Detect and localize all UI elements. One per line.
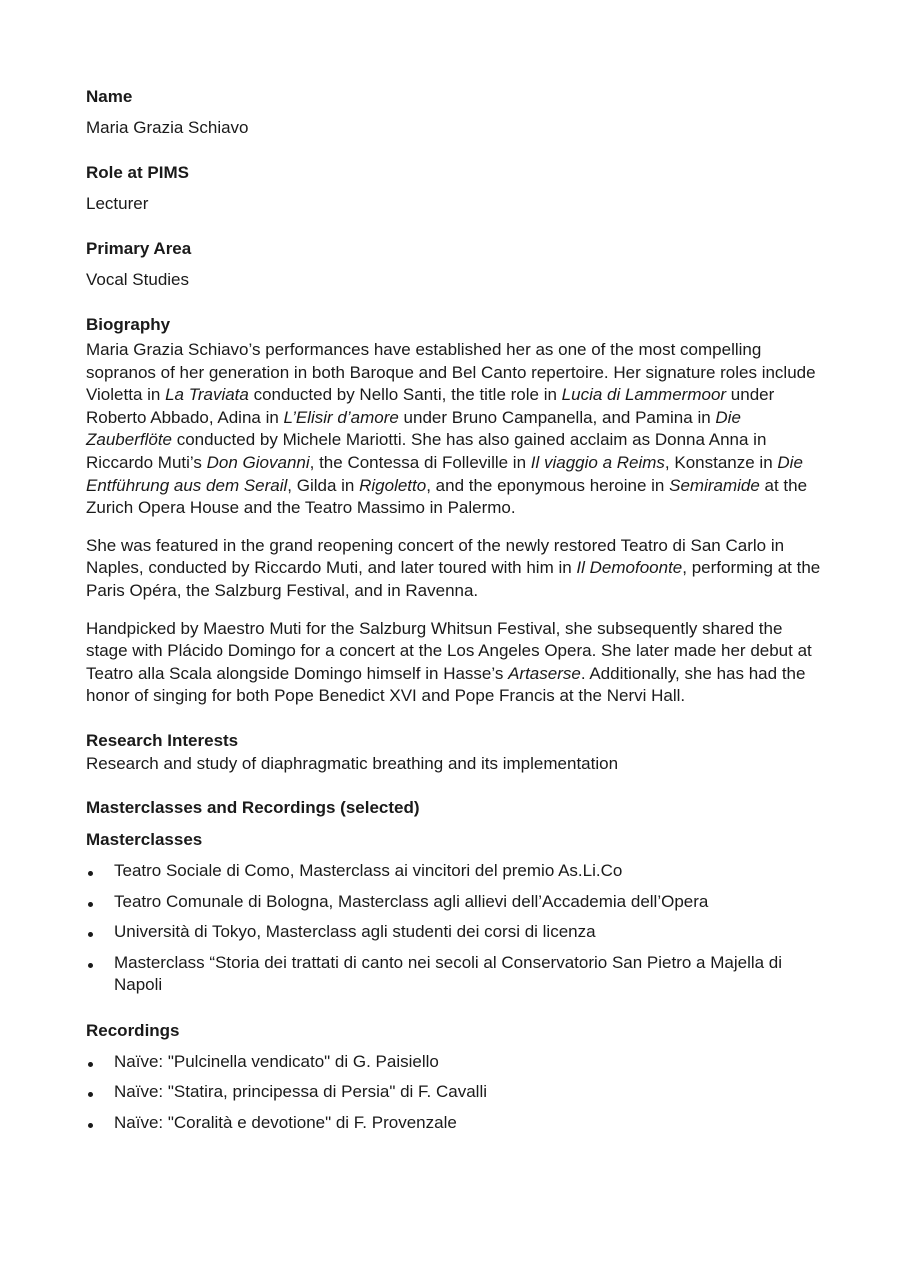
biography-text: , and the eponymous heroine in (426, 475, 670, 495)
biography-paragraph (86, 618, 826, 708)
role-value: Lecturer (86, 194, 149, 213)
biography-body (86, 339, 826, 708)
masterclasses-recordings-heading: Masterclasses and Recordings (selected) (86, 797, 420, 817)
masterclasses-heading: Masterclasses (86, 829, 203, 849)
italic-title-text: La Traviata (165, 385, 249, 405)
biography-text: conducted by Michele Mariotti. She has also gained acclaim as Donna Anna in Riccardo Muti’s (86, 430, 767, 472)
italic-title-text: Artaserse (508, 663, 581, 683)
italic-title-text: Il viaggio a Reims (530, 452, 665, 472)
research-interests-heading: Research Interests (86, 730, 239, 750)
biography-text: conducted by Nello Santi, the title role in (248, 385, 562, 405)
italic-title-text: Rigoletto (359, 475, 427, 495)
list-item: Naïve: "Pulcinella vendicato" di G. Paisiello (86, 1051, 826, 1074)
biography-text: Maria Grazia Schiavo’s performances have established her as one of the most compelling sopranos of her generation in both Baroque and Bel Canto repertoire. Her signature roles include Violetta in (86, 340, 816, 405)
biography-text: , the Contessa di Folleville in (309, 452, 531, 472)
primary-area-heading: Primary Area (86, 239, 192, 258)
italic-title-text: Lucia di Lammermoor (561, 385, 727, 405)
biography-heading: Biography (86, 315, 171, 334)
biography-text: under Bruno Campanella, and Pamina in (398, 407, 716, 427)
research-interests-value: Research and study of diaphragmatic breathing and its implementation (86, 753, 619, 773)
biography-text: Handpicked by Maestro Muti for the Salzburg Whitsun Festival, she subsequently shared the stage with Plácido Domingo for a concert at the Los Angeles Opera. She later made her debut at Teatro alla Scala alongside Domingo himself in Hasse’s (86, 618, 812, 683)
document-page (86, 86, 826, 1135)
role-heading: Role at PIMS (86, 163, 189, 182)
list-item: Università di Tokyo, Masterclass agli studenti dei corsi di licenza (86, 921, 826, 944)
italic-title-text: Die Zauberflöte (86, 407, 741, 450)
biography-text: , Gilda in (287, 475, 360, 495)
list-item: Naïve: "Statira, principessa di Persia" di F. Cavalli (86, 1081, 826, 1104)
italic-title-text: Die Entführung aus dem Serail (86, 452, 803, 495)
recordings-list (86, 1051, 826, 1135)
italic-title-text: Il Demofoonte (576, 558, 683, 578)
italic-title-text: L’Elisir d’amore (283, 407, 399, 427)
list-item: Masterclass “Storia dei trattati di canto nei secoli al Conservatorio San Pietro a Majella di Napoli (86, 952, 826, 997)
biography-text: at the Zurich Opera House and the Teatro Massimo in Palermo. (86, 475, 808, 518)
italic-title-text: Don Giovanni (206, 452, 310, 472)
recordings-heading: Recordings (86, 1020, 180, 1040)
italic-title-text: Semiramide (669, 475, 760, 495)
biography-text: She was featured in the grand reopening concert of the newly restored Teatro di San Carlo in Naples, conducted by Riccardo Muti, and later toured with him in (86, 535, 785, 578)
list-item: Naïve: "Coralità e devotione" di F. Provenzale (86, 1112, 826, 1135)
name-value: Maria Grazia Schiavo (86, 118, 249, 137)
biography-text: , Konstanze in (664, 452, 778, 472)
list-item: Teatro Comunale di Bologna, Masterclass agli allievi dell’Accademia dell’Opera (86, 891, 826, 914)
masterclasses-list (86, 860, 826, 997)
list-item: Teatro Sociale di Como, Masterclass ai vincitori del premio As.Li.Co (86, 860, 826, 883)
biography-text: under Roberto Abbado, Adina in (86, 385, 775, 427)
biography-paragraph (86, 535, 826, 603)
biography-text: . Additionally, she has had the honor of singing for both Pope Benedict XVI and Pope Francis at the Nervi Hall. (86, 663, 806, 706)
primary-area-value: Vocal Studies (86, 270, 190, 289)
biography-text: , performing at the Paris Opéra, the Salzburg Festival, and in Ravenna. (86, 558, 821, 600)
name-heading: Name (86, 87, 133, 106)
biography-paragraph (86, 339, 826, 520)
